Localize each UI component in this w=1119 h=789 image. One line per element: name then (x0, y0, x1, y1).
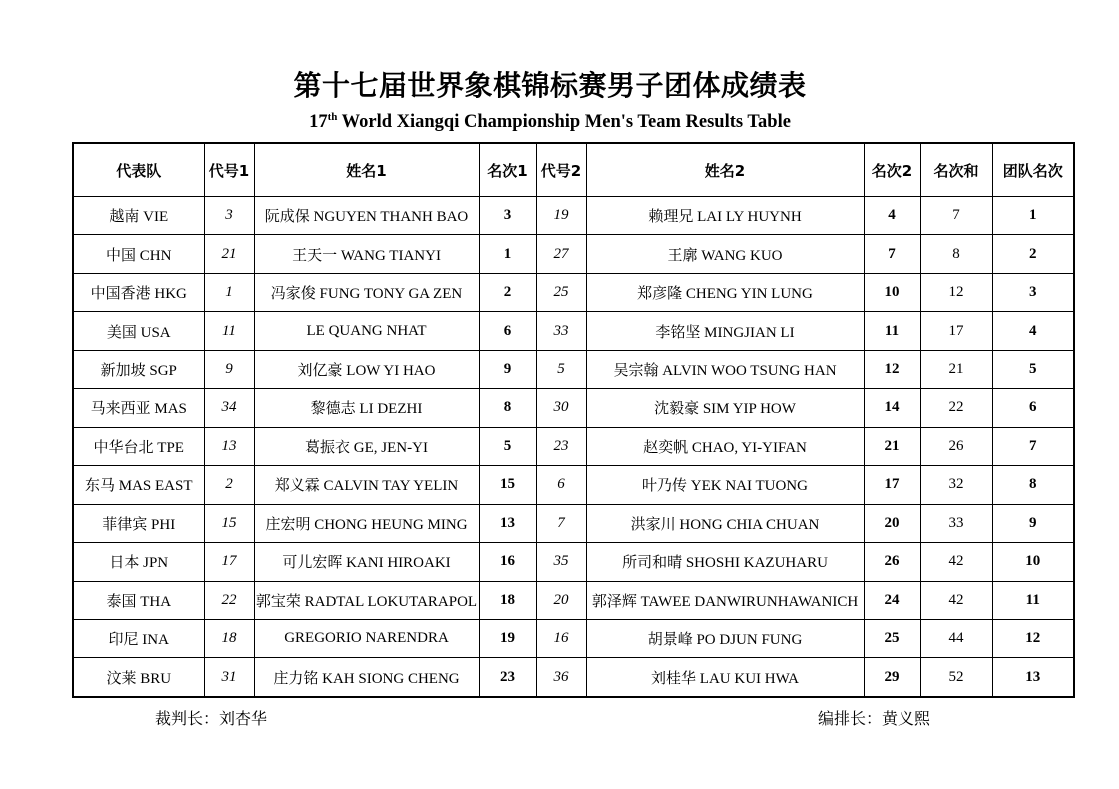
code2-cell: 25 (536, 273, 586, 311)
rank1-cell: 2 (479, 273, 536, 311)
name1-cell: 郑义霖 CALVIN TAY YELIN (254, 466, 479, 504)
header-code1: 代号1 (204, 143, 254, 197)
team-rank-cell: 5 (992, 350, 1074, 388)
team-cell: 泰国 THA (73, 581, 204, 619)
team-cell: 中国 CHN (73, 235, 204, 273)
rank-sum-cell: 8 (920, 235, 992, 273)
team-rank-cell: 12 (992, 619, 1074, 657)
team-cell: 日本 JPN (73, 543, 204, 581)
rank-sum-cell: 44 (920, 619, 992, 657)
name2-cell: 叶乃传 YEK NAI TUONG (586, 466, 864, 504)
code1-cell: 13 (204, 427, 254, 465)
rank2-cell: 12 (864, 350, 920, 388)
code1-cell: 2 (204, 466, 254, 504)
code1-cell: 21 (204, 235, 254, 273)
chief-arbiter: 编排长：黄义熙 (818, 709, 931, 728)
header-rank1: 名次1 (479, 143, 536, 197)
code1-cell: 18 (204, 619, 254, 657)
rank-sum-cell: 7 (920, 197, 992, 235)
header-team: 代表队 (73, 143, 204, 197)
name1-cell: 庄力铭 KAH SIONG CHENG (254, 658, 479, 697)
table-row (73, 658, 1074, 697)
team-rank-cell: 2 (992, 235, 1074, 273)
name2-cell: 刘桂华 LAU KUI HWA (586, 658, 864, 697)
rank1-cell: 16 (479, 543, 536, 581)
page-title-en (0, 112, 1100, 133)
rank-sum-cell: 17 (920, 312, 992, 350)
table-row (73, 273, 1074, 311)
team-cell: 东马 MAS EAST (73, 466, 204, 504)
header-code2: 代号2 (536, 143, 586, 197)
name1-cell: 王天一 WANG TIANYI (254, 235, 479, 273)
chief-referee: 裁判长：刘杏华 (155, 709, 268, 728)
name1-cell: GREGORIO NARENDRA (254, 619, 479, 657)
rank-sum-cell: 42 (920, 581, 992, 619)
name2-cell: 所司和晴 SHOSHI KAZUHARU (586, 543, 864, 581)
rank2-cell: 10 (864, 273, 920, 311)
code2-cell: 23 (536, 427, 586, 465)
name2-cell: 吴宗翰 ALVIN WOO TSUNG HAN (586, 350, 864, 388)
code1-cell: 1 (204, 273, 254, 311)
rank1-cell: 23 (479, 658, 536, 697)
rank2-cell: 24 (864, 581, 920, 619)
rank-sum-cell: 52 (920, 658, 992, 697)
name1-cell: 冯家俊 FUNG TONY GA ZEN (254, 273, 479, 311)
code2-cell: 7 (536, 504, 586, 542)
name1-cell: 可儿宏晖 KANI HIROAKI (254, 543, 479, 581)
rank2-cell: 7 (864, 235, 920, 273)
rank1-cell: 18 (479, 581, 536, 619)
rank2-cell: 4 (864, 197, 920, 235)
code2-cell: 36 (536, 658, 586, 697)
team-cell: 菲律宾 PHI (73, 504, 204, 542)
code2-cell: 35 (536, 543, 586, 581)
name1-cell: 郭宝荣 RADTAL LOKUTARAPOL (254, 581, 479, 619)
team-cell: 中华台北 TPE (73, 427, 204, 465)
table-row (73, 427, 1074, 465)
rank1-cell: 13 (479, 504, 536, 542)
rank-sum-cell: 42 (920, 543, 992, 581)
results-table (72, 142, 1075, 698)
code1-cell: 9 (204, 350, 254, 388)
team-rank-cell: 13 (992, 658, 1074, 697)
code2-cell: 33 (536, 312, 586, 350)
name2-cell: 赖理兄 LAI LY HUYNH (586, 197, 864, 235)
code2-cell: 5 (536, 350, 586, 388)
rank-sum-cell: 26 (920, 427, 992, 465)
name1-cell: 刘亿豪 LOW YI HAO (254, 350, 479, 388)
name1-cell: 黎德志 LI DEZHI (254, 389, 479, 427)
table-row (73, 543, 1074, 581)
team-cell: 印尼 INA (73, 619, 204, 657)
code1-cell: 31 (204, 658, 254, 697)
code2-cell: 19 (536, 197, 586, 235)
table-row (73, 312, 1074, 350)
team-rank-cell: 10 (992, 543, 1074, 581)
rank1-cell: 15 (479, 466, 536, 504)
team-rank-cell: 9 (992, 504, 1074, 542)
table-row (73, 389, 1074, 427)
name2-cell: 洪家川 HONG CHIA CHUAN (586, 504, 864, 542)
team-cell: 马来西亚 MAS (73, 389, 204, 427)
rank-sum-cell: 33 (920, 504, 992, 542)
name2-cell: 王廓 WANG KUO (586, 235, 864, 273)
team-cell: 汶莱 BRU (73, 658, 204, 697)
rank1-cell: 5 (479, 427, 536, 465)
name1-cell: 阮成保 NGUYEN THANH BAO (254, 197, 479, 235)
rank-sum-cell: 12 (920, 273, 992, 311)
table-row (73, 466, 1074, 504)
title-edition-number: 17 (309, 112, 328, 132)
title-en-text: World Xiangqi Championship Men's Team Results Table (337, 112, 791, 132)
page-title-cn: 第十七届世界象棋锦标赛男子团体成绩表 (293, 69, 807, 102)
code1-cell: 11 (204, 312, 254, 350)
team-rank-cell: 3 (992, 273, 1074, 311)
rank2-cell: 25 (864, 619, 920, 657)
title-edition-suffix: th (327, 110, 338, 123)
team-rank-cell: 6 (992, 389, 1074, 427)
name2-cell: 郭泽辉 TAWEE DANWIRUNHAWANICH (586, 581, 864, 619)
rank1-cell: 8 (479, 389, 536, 427)
rank1-cell: 19 (479, 619, 536, 657)
code1-cell: 15 (204, 504, 254, 542)
table-row (73, 235, 1074, 273)
code1-cell: 22 (204, 581, 254, 619)
rank1-cell: 6 (479, 312, 536, 350)
code2-cell: 27 (536, 235, 586, 273)
code1-cell: 3 (204, 197, 254, 235)
table-row (73, 197, 1074, 235)
code2-cell: 20 (536, 581, 586, 619)
name1-cell: LE QUANG NHAT (254, 312, 479, 350)
name2-cell: 李铭坚 MINGJIAN LI (586, 312, 864, 350)
team-rank-cell: 4 (992, 312, 1074, 350)
rank-sum-cell: 22 (920, 389, 992, 427)
team-cell: 美国 USA (73, 312, 204, 350)
team-cell: 新加坡 SGP (73, 350, 204, 388)
team-cell: 越南 VIE (73, 197, 204, 235)
name1-cell: 庄宏明 CHONG HEUNG MING (254, 504, 479, 542)
header-rank-sum: 名次和 (920, 143, 992, 197)
rank2-cell: 26 (864, 543, 920, 581)
table-row (73, 619, 1074, 657)
rank1-cell: 1 (479, 235, 536, 273)
team-cell: 中国香港 HKG (73, 273, 204, 311)
name2-cell: 郑彦隆 CHENG YIN LUNG (586, 273, 864, 311)
rank2-cell: 14 (864, 389, 920, 427)
rank-sum-cell: 32 (920, 466, 992, 504)
rank-sum-cell: 21 (920, 350, 992, 388)
name1-cell: 葛振衣 GE, JEN-YI (254, 427, 479, 465)
team-rank-cell: 7 (992, 427, 1074, 465)
rank2-cell: 11 (864, 312, 920, 350)
code2-cell: 6 (536, 466, 586, 504)
name2-cell: 赵奕帆 CHAO, YI-YIFAN (586, 427, 864, 465)
code1-cell: 17 (204, 543, 254, 581)
name2-cell: 胡景峰 PO DJUN FUNG (586, 619, 864, 657)
header-team-rank: 团队名次 (992, 143, 1074, 197)
header-name2: 姓名2 (586, 143, 864, 197)
rank2-cell: 17 (864, 466, 920, 504)
rank2-cell: 20 (864, 504, 920, 542)
rank1-cell: 9 (479, 350, 536, 388)
code2-cell: 30 (536, 389, 586, 427)
team-rank-cell: 11 (992, 581, 1074, 619)
table-row (73, 350, 1074, 388)
table-row (73, 581, 1074, 619)
rank2-cell: 21 (864, 427, 920, 465)
team-rank-cell: 8 (992, 466, 1074, 504)
code1-cell: 34 (204, 389, 254, 427)
rank2-cell: 29 (864, 658, 920, 697)
rank1-cell: 3 (479, 197, 536, 235)
code2-cell: 16 (536, 619, 586, 657)
header-name1: 姓名1 (254, 143, 479, 197)
table-row (73, 504, 1074, 542)
team-rank-cell: 1 (992, 197, 1074, 235)
name2-cell: 沈毅豪 SIM YIP HOW (586, 389, 864, 427)
header-rank2: 名次2 (864, 143, 920, 197)
header-row (73, 143, 1074, 197)
